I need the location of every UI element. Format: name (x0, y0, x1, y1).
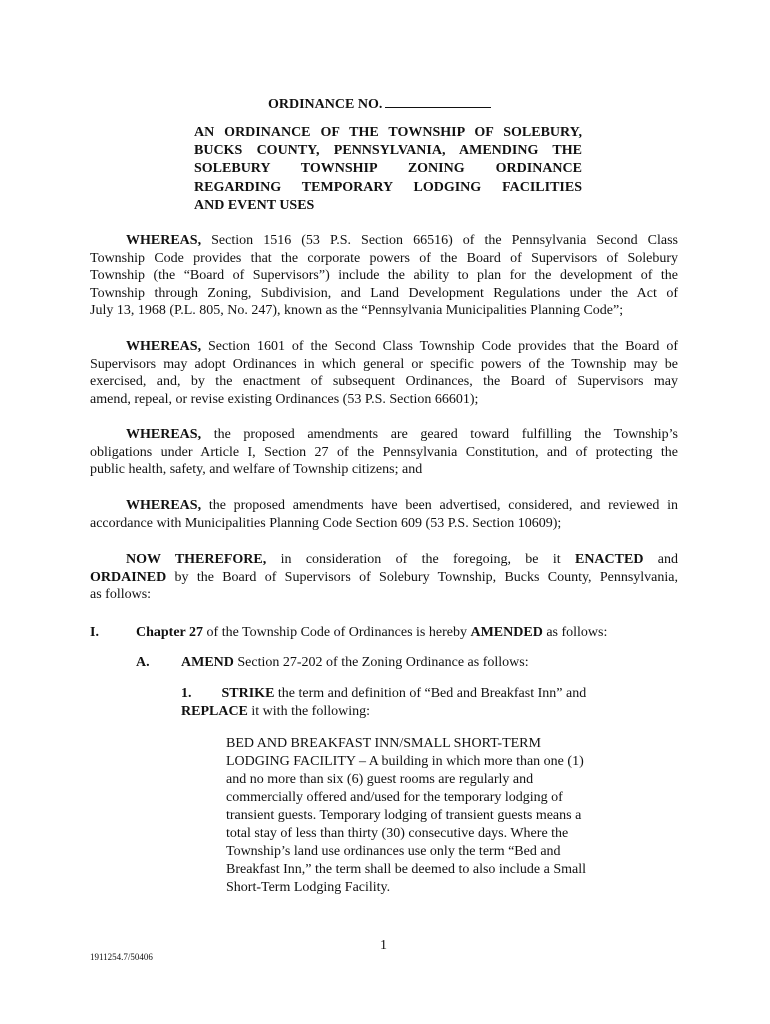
section-I-text: Chapter 27 of the Township Code of Ordinances is hereby AMENDED as follows: (136, 625, 608, 640)
whereas-paragraph-2: WHEREAS, Section 1601 of the Second Class Township Code provides that the Board of Supervisors may adopt Ordinances in which general or specific powers of the Township may be exercised, and, by the enactment of subsequent Ordinances, the Board of Supervisors may amend, repeal, or revise existing Ordinances (53 P.S. Section 66601); (90, 339, 678, 407)
caption-line: AN ORDINANCE OF THE TOWNSHIP OF SOLEBURY, (194, 125, 582, 140)
ordinance-title: ORDINANCE NO. (268, 93, 491, 113)
definition-line: transient guests. Temporary lodging of transient guests means a (226, 808, 582, 823)
whereas-paragraph-1: WHEREAS, Section 1516 (53 P.S. Section 66516) of the Pennsylvania Second Class Township Code provides that the corporate powers of the Board of Supervisors of Solebury Township (the “Board of Supervisors”) include the ability to plan for the development of the Township through Zoning, Subdivision, and Land Development Regulations under the Act of July 13, 1968 (P.L. 805, No. 247), known as the “Pennsylvania Municipalities Planning Code”; (90, 233, 678, 319)
whereas-label: WHEREAS, (126, 339, 202, 354)
item-1-line-2: REPLACE it with the following: (181, 704, 371, 719)
item-1-line-1: 1. STRIKE the term and definition of “Bed and Breakfast Inn” and (181, 686, 587, 701)
definition-line: Breakfast Inn,” the term shall be deemed to also include a Small (226, 862, 586, 877)
definition-line: and no more than six (6) guest rooms are regularly and (226, 772, 534, 787)
ordinance-number-blank (385, 93, 491, 108)
ordinance-caption (194, 124, 582, 215)
whereas-label: WHEREAS, (126, 498, 202, 513)
now-therefore-paragraph: NOW THEREFORE, in consideration of the foregoing, be it ENACTED and ORDAINED by the Board of Supervisors of Solebury Township, Bucks County, Pennsylvania, as follows: (90, 552, 679, 603)
definition-line: LODGING FACILITY – A building in which more than one (1) (226, 754, 584, 769)
definition-line: BED AND BREAKFAST INN/SMALL SHORT-TERM (226, 736, 541, 751)
caption-line: AND EVENT USES (194, 197, 315, 213)
section-A-text: AMEND Section 27-202 of the Zoning Ordinance as follows: (181, 655, 529, 670)
caption-line: REGARDING TEMPORARY LODGING FACILITIES (194, 179, 582, 195)
definition-line: Township’s land use ordinances use only the term “Bed and (226, 844, 561, 859)
definition-line: commercially offered and/used for the temporary lodging of (226, 790, 563, 805)
definition-line: total stay of less than thirty (30) consecutive days. Where the (226, 826, 569, 841)
section-I-number: I. (90, 625, 99, 640)
section-A-number: A. (136, 655, 150, 670)
whereas-label: WHEREAS, (126, 233, 202, 248)
caption-line: BUCKS COUNTY, PENNSYLVANIA, AMENDING THE (194, 143, 582, 159)
definition-line: Short-Term Lodging Facility. (226, 880, 391, 895)
page-number: 1 (380, 938, 387, 953)
whereas-paragraph-4: WHEREAS, the proposed amendments have been advertised, considered, and reviewed in accordance with Municipalities Planning Code Section 609 (53 P.S. Section 10609); (90, 498, 679, 531)
whereas-label: WHEREAS, (126, 427, 202, 442)
document-id: 1911254.7/50406 (90, 952, 153, 962)
definition-block (226, 735, 626, 897)
whereas-paragraph-3: WHEREAS, the proposed amendments are geared toward fulfilling the Township’s obligations under Article I, Section 27 of the Pennsylvania Constitution, and of protecting the public health, safety, and welfare of Township citizens; and (90, 427, 678, 478)
caption-line: SOLEBURY TOWNSHIP ZONING ORDINANCE (194, 161, 582, 177)
